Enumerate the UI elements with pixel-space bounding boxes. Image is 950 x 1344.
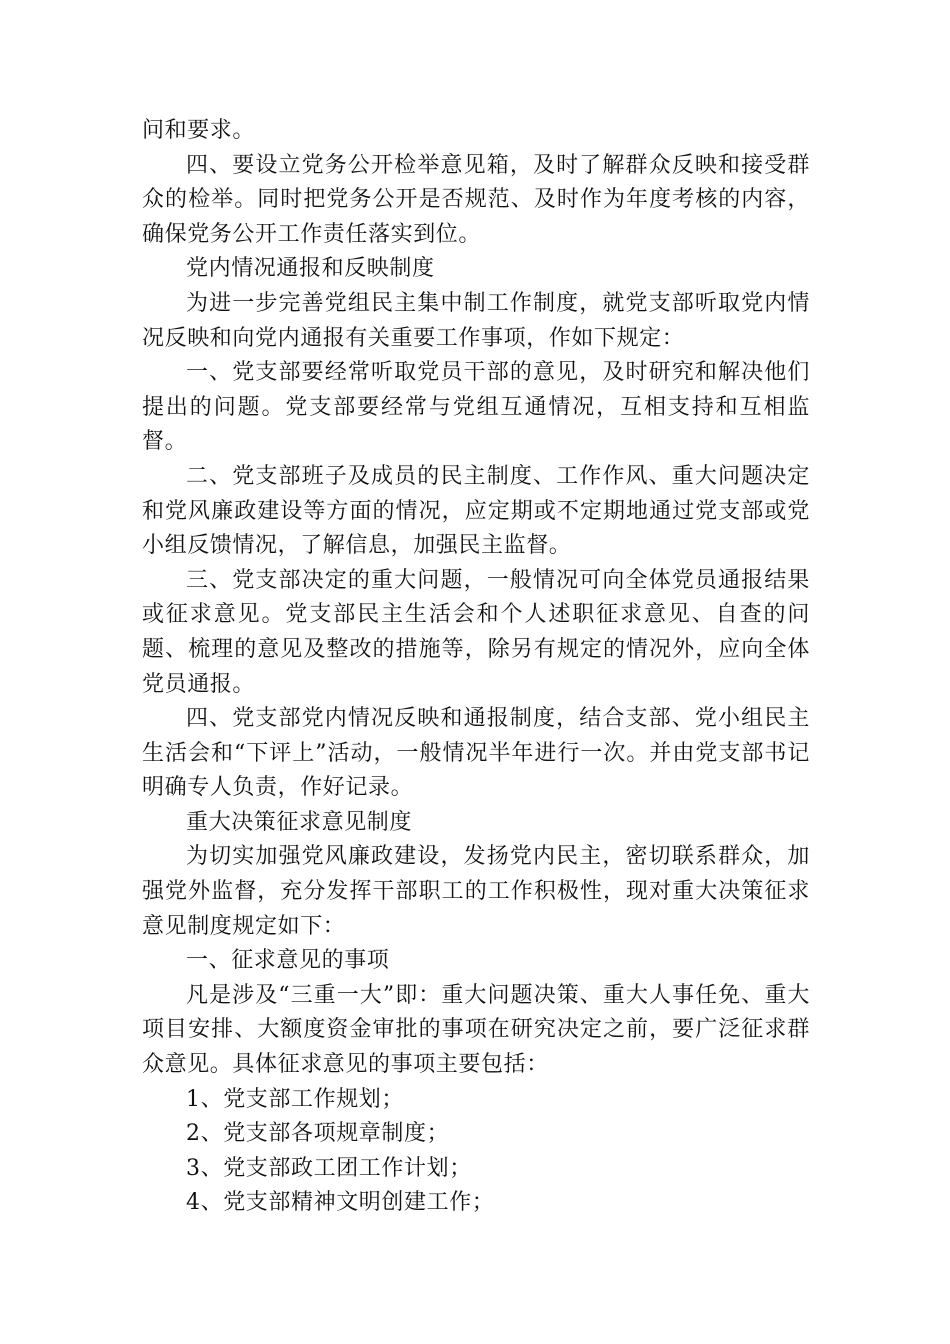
paragraph-item-four-complaint-box: 四、要设立党务公开检举意见箱，及时了解群众反映和接受群众的检举。同时把党务公开是否规范、及时作为年度考核的内容，确保党务公开工作责任落实到位。	[142, 152, 810, 247]
list-item-civilization-work: 4、党支部精神文明创建工作；	[186, 1190, 495, 1216]
paragraph-three-major-one-large: 凡是涉及“三重一大”即：重大问题决策、重大人事任免、重大项目安排、大额度资金审批的事项在研究决定之前，要广泛征求群众意见。具体征求意见的事项主要包括：	[142, 982, 810, 1078]
paragraph-reporting-item-one: 一、党支部要经常听取党员干部的意见，及时研究和解决他们提出的问题。党支部要经常与党组互通情况，互相支持和互相监督。	[142, 360, 810, 455]
list-item-work-plan: 1、党支部工作规划；	[186, 1086, 404, 1112]
paragraph-reporting-intro: 为进一步完善党组民主集中制工作制度，就党支部听取党内情况反映和向党内通报有关重要工作事项，作如下规定：	[142, 290, 810, 351]
list-item-regulations: 2、党支部各项规章制度；	[186, 1121, 450, 1147]
paragraph-reporting-item-two: 二、党支部班子及成员的民主制度、工作作风、重大问题决定和党风廉政建设等方面的情况，应定期或不定期地通过党支部或党小组反馈情况，了解信息，加强民主监督。	[142, 463, 810, 559]
paragraph-reporting-item-three: 三、党支部决定的重大问题，一般情况可向全体党员通报结果或征求意见。党支部民主生活会和个人述职征求意见、自查的问题、梳理的意见及整改的措施等，除另有规定的情况外，应向全体党员通报。	[142, 567, 810, 697]
paragraph-continuation: 问和要求。	[142, 118, 256, 143]
section-heading-internal-reporting: 党内情况通报和反映制度	[186, 256, 435, 282]
subheading-consultation-matters: 一、征求意见的事项	[186, 948, 390, 974]
document-body	[142, 114, 810, 1221]
list-item-political-work-plan: 3、党支部政工团工作计划；	[186, 1155, 472, 1181]
section-heading-major-decisions: 重大决策征求意见制度	[186, 809, 413, 835]
paragraph-reporting-item-four: 四、党支部党内情况反映和通报制度，结合支部、党小组民主生活会和“下评上”活动，一般情况半年进行一次。并由党支部书记明确专人负责，作好记录。	[142, 706, 810, 801]
paragraph-decisions-intro: 为切实加强党风廉政建设，发扬党内民主，密切联系群众，加强党外监督，充分发挥干部职工的工作积极性，现对重大决策征求意见制度规定如下：	[142, 844, 810, 939]
